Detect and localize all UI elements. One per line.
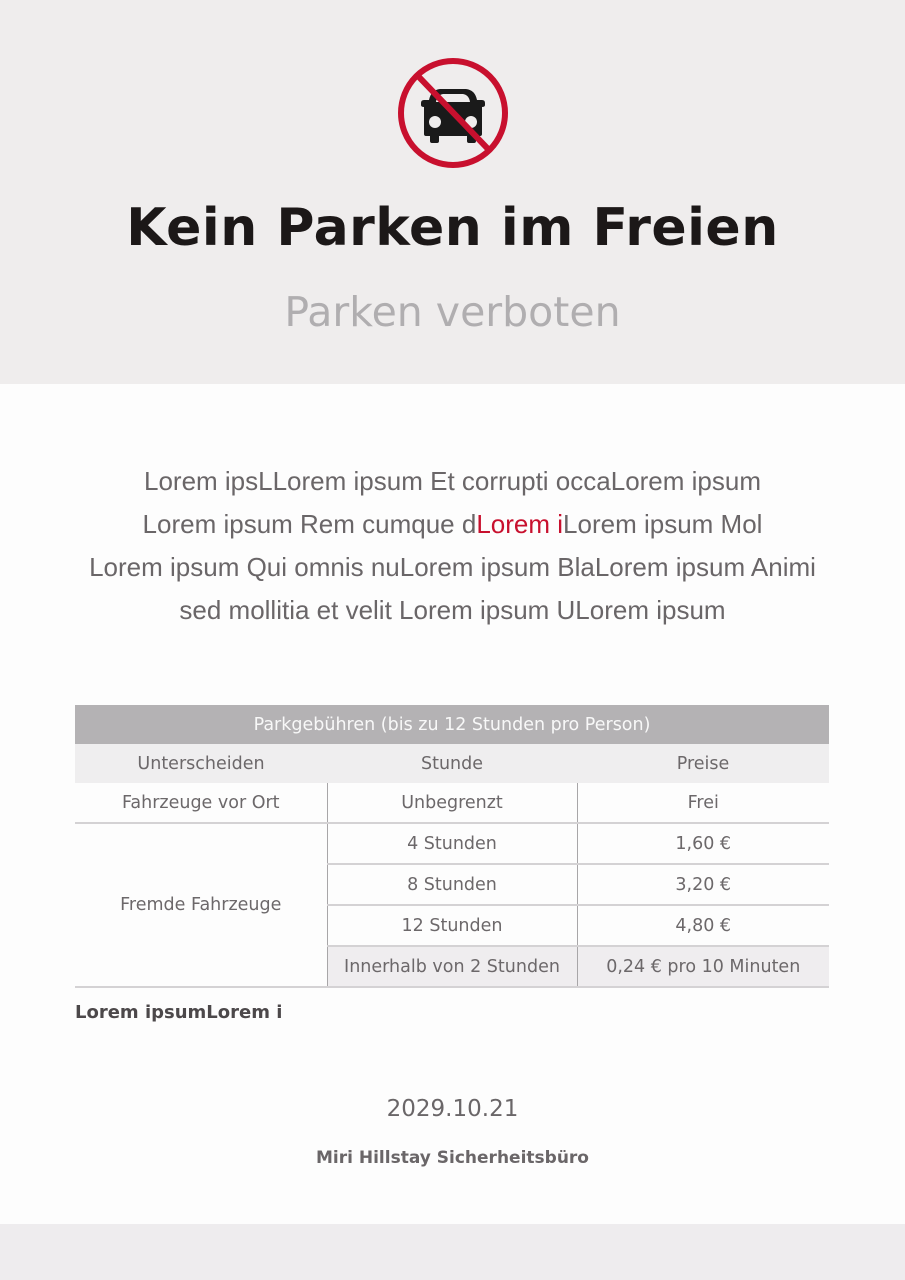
parking-fees-table bbox=[75, 705, 829, 988]
intro-line: sed mollitia et velit Lorem ipsum ULorem ipsum bbox=[179, 595, 726, 625]
table-row bbox=[75, 823, 829, 864]
column-header: Preise bbox=[577, 744, 829, 783]
table-caption: Parkgebühren (bis zu 12 Stunden pro Person) bbox=[75, 705, 829, 744]
category-cell: Fremde Fahrzeuge bbox=[75, 823, 327, 987]
column-header: Unterscheiden bbox=[75, 744, 327, 783]
category-cell: Fahrzeuge vor Ort bbox=[75, 783, 327, 823]
issuing-office: Miri Hillstay Sicherheitsbüro bbox=[316, 1148, 589, 1168]
issue-date: 2029.10.21 bbox=[386, 1096, 519, 1122]
duration-cell: 4 Stunden bbox=[327, 823, 577, 864]
highlighted-text: Lorem i bbox=[476, 509, 564, 539]
price-cell: Frei bbox=[577, 783, 829, 823]
price-cell: 3,20 € bbox=[577, 864, 829, 905]
price-cell: 1,60 € bbox=[577, 823, 829, 864]
duration-cell: 8 Stunden bbox=[327, 864, 577, 905]
no-parking-car-icon bbox=[396, 56, 510, 170]
duration-cell: Unbegrenzt bbox=[327, 783, 577, 823]
duration-cell: Innerhalb von 2 Stunden bbox=[327, 946, 577, 987]
page-title: Kein Parken im Freien bbox=[126, 198, 779, 258]
intro-paragraph bbox=[40, 460, 865, 632]
intro-line bbox=[40, 503, 865, 546]
intro-text: Lorem ipsum Mol bbox=[563, 509, 763, 539]
footer-band bbox=[0, 1224, 905, 1280]
price-cell: 4,80 € bbox=[577, 905, 829, 946]
intro-line: Lorem ipsum Qui omnis nuLorem ipsum BlaLorem ipsum Animi bbox=[89, 552, 816, 582]
intro-text: Lorem ipsum Rem cumque d bbox=[142, 509, 477, 539]
table-row bbox=[75, 783, 829, 823]
price-cell: 0,24 € pro 10 Minuten bbox=[577, 946, 829, 987]
column-header: Stunde bbox=[327, 744, 577, 783]
page-subtitle: Parken verboten bbox=[284, 288, 621, 336]
intro-line: Lorem ipsLLorem ipsum Et corrupti occaLorem ipsum bbox=[143, 466, 762, 496]
header-banner bbox=[0, 0, 905, 384]
table-note: Lorem ipsumLorem i bbox=[75, 1002, 283, 1023]
duration-cell: 12 Stunden bbox=[327, 905, 577, 946]
